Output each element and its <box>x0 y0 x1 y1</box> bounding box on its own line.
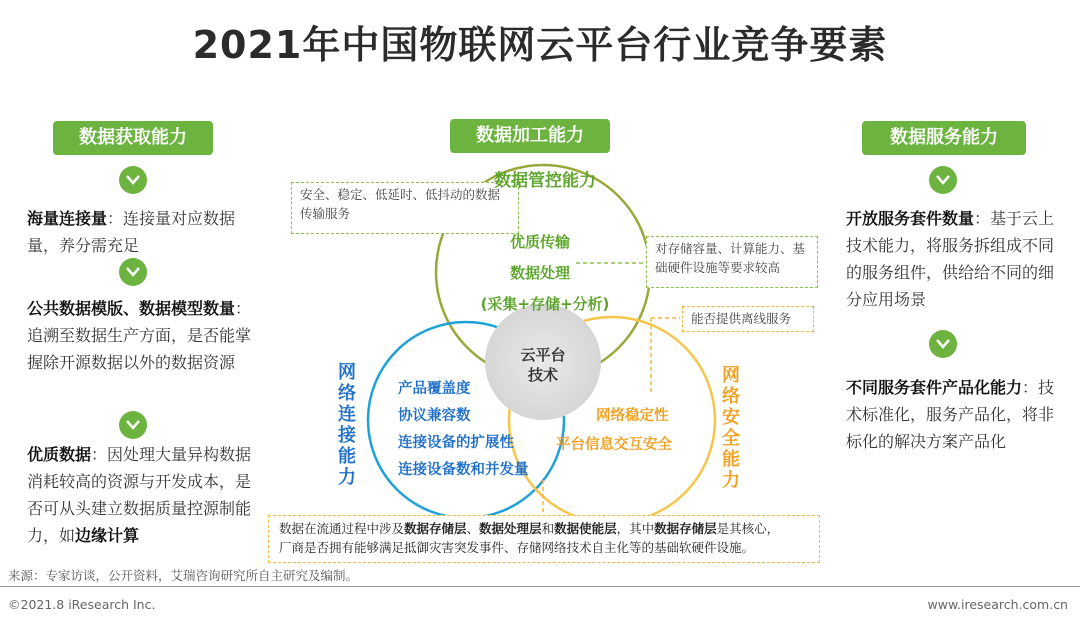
data-acquisition-header: 数据获取能力 <box>53 121 213 155</box>
left-circle-item: 产品覆盖度 <box>398 381 471 397</box>
network-connection-label: 网 络 连 接 能 力 <box>338 362 356 488</box>
data-service-header: 数据服务能力 <box>862 121 1026 155</box>
network-security-label: 网 络 安 全 能 力 <box>722 365 740 491</box>
footer-divider <box>0 586 1080 587</box>
top-item: 优质传输 <box>509 233 570 251</box>
left-item-1: 海量连接量：连接量对应数据量，养分需充足 <box>27 209 236 255</box>
source-note: 来源：专家访谈，公开资料，艾瑞咨询研究所自主研究及编制。 <box>8 568 359 583</box>
right-circle-item: 平台信息交互安全 <box>556 437 672 453</box>
note-offline: 能否提供离线服务 <box>682 306 814 332</box>
top-item: (采集+存储+分析) <box>480 295 610 313</box>
data-processing-header: 数据加工能力 <box>450 119 610 153</box>
data-control-label: 数据管控能力 <box>494 171 596 191</box>
left-circle-item: 连接设备数和并发量 <box>398 462 529 478</box>
website: www.iresearch.com.cn <box>927 597 1068 612</box>
right-item-2: 不同服务套件产品化能力：技术标准化，服务产品化，将非标化的解决方案产品化 <box>846 378 1055 451</box>
core-label: 云平台 技术 <box>520 346 566 384</box>
left-item-3: 优质数据：因处理大量异构数据消耗较高的资源与开发成本，是否可从头建立数据质量控源制能力，如边缘计算 <box>27 445 252 545</box>
left-circle-item: 协议兼容数 <box>398 408 471 424</box>
right-item-1: 开放服务套件数量：基于云上技术能力，将服务拆组成不同的服务组件，供给给不同的细分应用场景 <box>846 209 1055 309</box>
copyright: ©2021.8 iResearch Inc. <box>8 597 156 612</box>
page-title: 2021年中国物联网云平台行业竞争要素 <box>192 23 888 67</box>
note-storage: 对存储容量、计算能力、基础硬件设施等要求较高 <box>646 236 818 288</box>
top-item: 数据处理 <box>509 264 570 282</box>
right-circle-item: 网络稳定性 <box>596 408 669 424</box>
left-item-2: 公共数据模版、数据模型数量：追溯至数据生产方面，是否能掌握除开源数据以外的数据资源 <box>27 299 252 372</box>
note-transmission: 安全、稳定、低延时、低抖动的数据传输服务 <box>291 182 519 234</box>
bottom-note: 数据在流通过程中涉及数据存储层、数据处理层和数据使能层，其中数据存储层是其核心， 厂商是否拥有能够满足抵御灾害突发事件、存储网络技术自主化等的基础软硬件设施。 <box>268 515 820 563</box>
left-circle-item: 连接设备的扩展性 <box>398 435 514 451</box>
